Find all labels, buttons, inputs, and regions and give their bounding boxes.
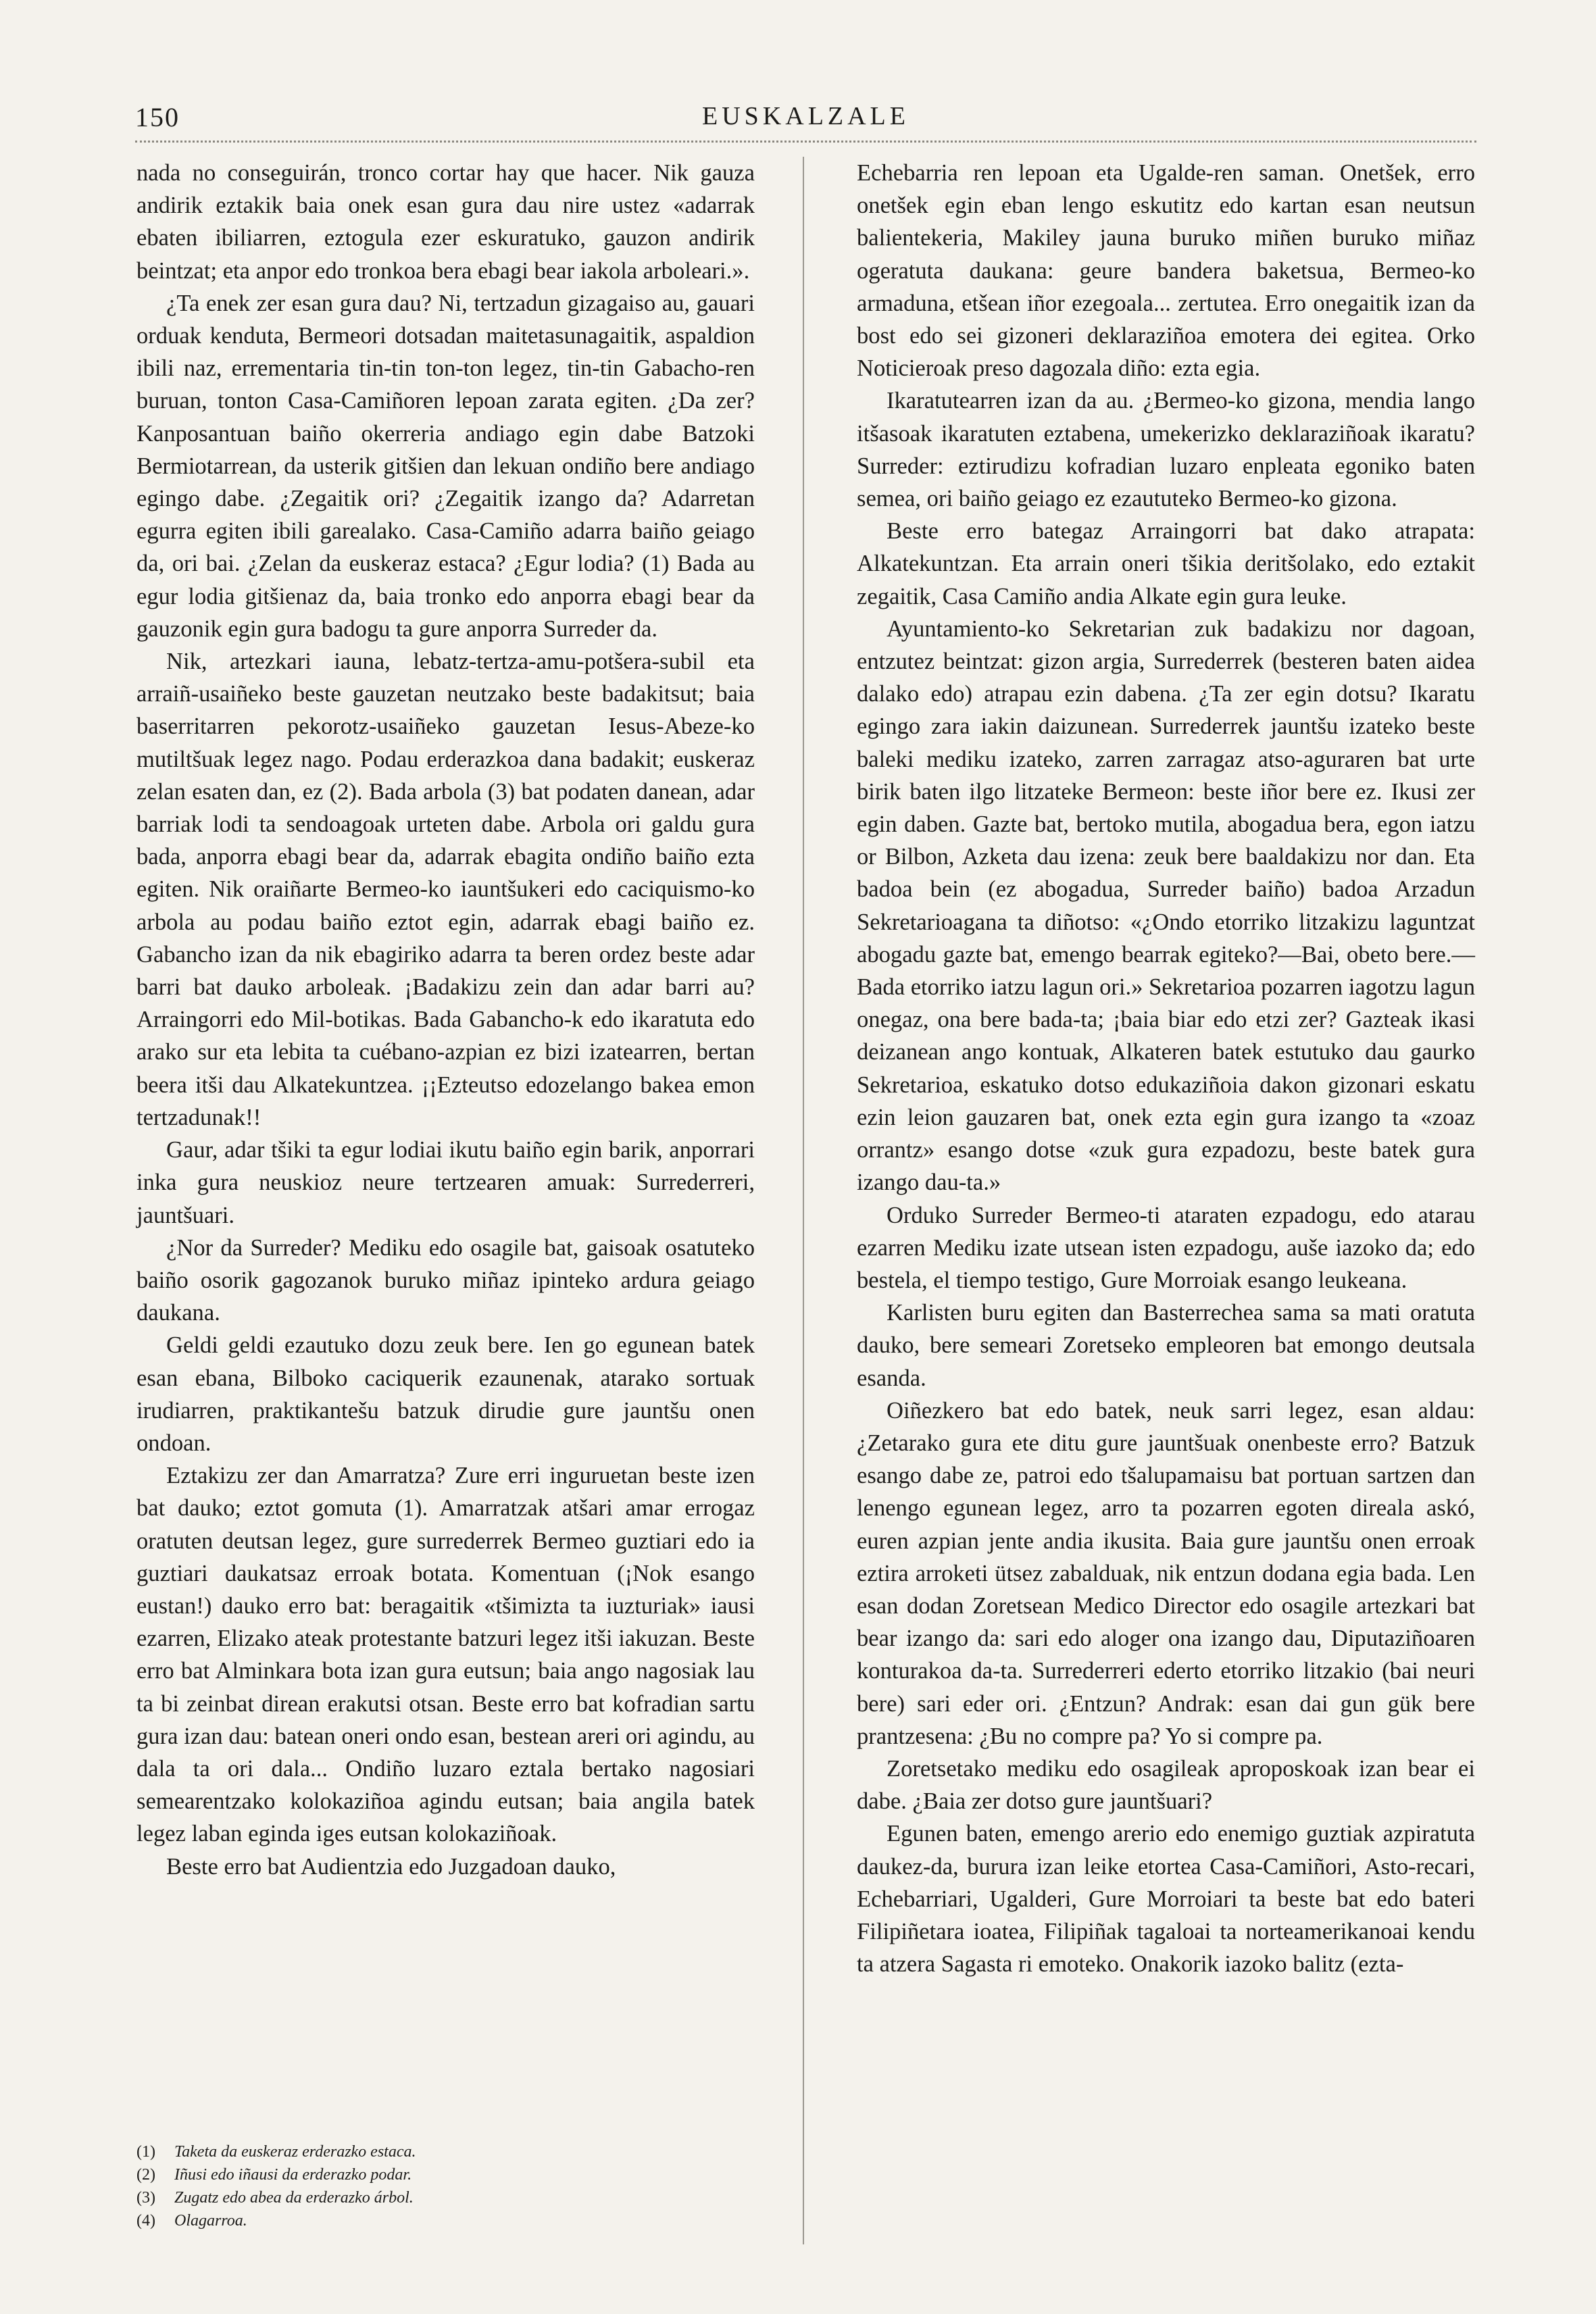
left-column xyxy=(136,157,755,1883)
footnote-text: Taketa da euskeraz erderazko estaca. xyxy=(174,2143,416,2161)
footnote xyxy=(136,2186,755,2209)
page-number: 150 xyxy=(135,102,180,132)
footnote-text: Iñusi edo iñausi da erderazko podar. xyxy=(174,2166,412,2184)
paragraph: Geldi geldi ezautuko dozu zeuk bere. Ien go egunean batek esan ebana, Bilboko caciquerik ezaunenak, atarako sortuak irudiarren, praktikantešu batzuk dirudie gure jauntšu onen ondoan. xyxy=(136,1332,755,1456)
paragraph: Zoretsetako mediku edo osagileak aproposkoak izan bear ei dabe. ¿Baia zer dotso gure jauntšuari? xyxy=(857,1755,1475,1815)
paragraph: Beste erro bategaz Arraingorri bat dako atrapata: Alkatekuntzan. Eta arrain oneri tšikia deritšolako, edo eztakit zegaitik, Casa Camiño andia Alkate egin gura leuke. xyxy=(857,518,1475,609)
paragraph: nada no conseguirán, tronco cortar hay que hacer. Nik gauza andirik eztakik baia onek esan gura dau nire ustez «adarrak ebaten ibiliarren, eztogula ezer eskuratuko, gauzon andirik beintzat; eta anpor edo tronkoa bera ebagi bear iakola arboleari.». xyxy=(136,160,755,284)
paragraph: ¿Nor da Surreder? Mediku edo osagile bat, gaisoak osatuteko baiño osorik gagozanok buruko miñaz ipinteko ardura geiago daukana. xyxy=(136,1234,755,1326)
right-column xyxy=(857,157,1475,1980)
paragraph: Egunen baten, emengo arerio edo enemigo guztiak azpiratuta daukez-da, burura izan leike etortea Casa-Camiñori, Asto-recari, Echebarriari, Ugalderi, Gure Morroiari ta beste bat edo bateri Filipiñetara ioatea, Filipiñak tagaloai ta norteamerikanoai kendu ta atzera Sagasta ri emoteko. Onakorik iazoko balitz (ezta- xyxy=(857,1821,1475,1978)
footnote-mark: (2) xyxy=(136,2166,155,2184)
column-divider xyxy=(803,157,804,2244)
paragraph: Karlisten buru egiten dan Basterrechea sama sa mati oratuta dauko, bere semeari Zoretseko empleoren bat emongo deutsala esanda. xyxy=(857,1300,1475,1391)
footnote-mark: (4) xyxy=(136,2212,155,2230)
paragraph: Ayuntamiento-ko Sekretarian zuk badakizu nor dagoan, entzutez beintzat: gizon argia, Surrederrek (besteren baten aidea dalako edo) atrapau ezin dabena. ¿Ta zer egin dotsu? Ikaratu egingo zara iakin daizunean. Surrederrek jauntšu izateko beste baleki mediku izateko, zarren zarragaz atso-aguraren bat urte birik baten ilgo litzateke Bermeon: beste iñor bere ez. Ikusi zer egin daben. Gazte bat, bertoko mutila, abogadua bera, egon iatzu or Bilbon, Azketa dau izena: zeuk bere baaldakizu nor dan. Eta badoa bein (ez abogadua, Surreder baiño) badoa Arzadun Sekretarioagana ta diñotso: «¿Ondo etorriko litzakizu laguntzat abogadu gazte bat, emengo bearrak egiteko?—Bai, obeto bere.—Bada etorriko iatzu lagun ori.» Sekretarioa pozarren iagotzu lagun onegaz, ona bere bada-ta; ¡baia biar edo etzi zer? Gazteak ikasi deizanean ango kontuak, Alkateren batek estutuko dau gaurko Sekretarioa, eskatuko dotso edukaziñoia dakon gizonari eskatu ezin leion gauzaren bat, onek ezta egin gura izango ta «zoaz orrantz» esango dotse «zuk gura ezpadozu, beste batek gura izango dau-ta.» xyxy=(857,615,1476,1196)
paragraph: ¿Ta enek zer esan gura dau? Ni, tertzadun gizagaiso au, gauari orduak kenduta, Bermeori dotsadan maitetasunagaitik, aspaldion ibili naz, errementaria tin-tin ton-ton legez, tin-tin Gabacho-ren buruan, tonton Casa-Camiñoren lepoan zarata egiten. ¿Da zer? Kanposantuan baiño okerreria andiago egin dabe Batzoki Bermiotarrean, da usterik gitšien dan lekuan ondiño bere andiago egingo dabe. ¿Zegaitik ori? ¿Zegaitik izango da? Adarretan egurra egiten ibili garealako. Casa-Camiño adarra baiño geiago da, ori bai. ¿Zelan da euskeraz estaca? ¿Egur lodia? (1) Bada au egur lodia gitšienaz da, baia tronko edo anporra ebagi bear da gauzonik egin gura badogu ta gure anporra Surreder da. xyxy=(136,290,755,642)
footnote xyxy=(136,2209,755,2232)
paragraph: Echebarria ren lepoan eta Ugalde-ren saman. Onetšek, erro onetšek egin eban lengo eskutitz edo kartan esan neutsun balientekeria, Makiley jauna buruko miñen buruko miñaz ogeratuta daukana: geure bandera baketsua, Bermeo-ko armaduna, etšean iñor ezegoala... zertutea. Erro onegaitik izan da bost edo sei gizoneri deklaraziñoa emotera dei egitea. Orko Noticieroak preso dagozala diño: ezta egia. xyxy=(857,160,1475,382)
paragraph: Gaur, adar tšiki ta egur lodiai ikutu baiño egin barik, anporrari inka gura neuskioz neure tertzearen amuak: Surrederreri, jauntšuari. xyxy=(136,1137,755,1228)
footnotes xyxy=(136,2140,755,2232)
paragraph: Oiñezkero bat edo batek, neuk sarri legez, esan aldau: ¿Zetarako gura ete ditu gure jauntšuak onenbeste erro? Batzuk esango dabe ze, patroi edo tšalupamaisu bat portuan sartzen dan lenengo egunean legez, arro ta pozarren egoten direala askó, euren azpian jente andia ikusita. Baia gure jauntšu onen erroak eztira arroketi ütsez zabalduak, nik entzun dodana egia bada. Len esan dodan Zoretsean Medico Director edo osagile artezkari bat bear izango da: sari edo aloger ona izango dau, Diputaziñoaren konturakoa da-ta. Surrederreri ederto etorriko litzakio (bai neuri bere) sari eder ori. ¿Entzun? Andrak: esan dai gun gük bere prantzesena: ¿Bu no compre pa? Yo si compre pa. xyxy=(857,1397,1475,1749)
header-rule xyxy=(135,141,1476,143)
journal-title: EUSKALZALE xyxy=(702,102,909,130)
footnote-text: Olagarroa. xyxy=(174,2212,247,2230)
footnote xyxy=(136,2163,755,2186)
footnote-mark: (1) xyxy=(136,2143,155,2161)
paragraph: Eztakizu zer dan Amarratza? Zure erri inguruetan beste izen bat dauko; eztot gomuta (1). Amarratzak atšari amar errogaz oratuten deutsan legez, gure surrederrek Bermeo guztiari edo ia guztiari daukatsaz erroak botata. Komentuan (¡Nok esango eustan!) dauko erro bat: beragaitik «tšimizta ta iuzturiak» iausi ezarren, Elizako ateak protestante batzuri legez itši iakuzan. Beste erro bat Alminkara bota izan gura eutsun; baia ango nagosiak lau ta bi zeinbat direan erakutsi otsan. Beste erro bat kofradian sartu gura izan dau: batean oneri ondo esan, bestean areri ori agindu, au dala ta ori dala... Ondiño luzaro eztala bertako nagosiari semearentzako kolokaziñoa agindu eutsan; baia angila batek legez laban eginda iges eutsan kolokaziñoak. xyxy=(136,1463,755,1847)
footnote-mark: (3) xyxy=(136,2189,155,2207)
paragraph: Beste erro bat Audientzia edo Juzgadoan dauko, xyxy=(166,1853,616,1880)
footnote-text: Zugatz edo abea da erderazko árbol. xyxy=(174,2189,414,2207)
paragraph: Orduko Surreder Bermeo-ti ataraten ezpadogu, edo atarau ezarren Mediku izate utsean isten ezpadogu, auše iazoko da; edo bestela, el tiempo testigo, Gure Morroiak esango leukeana. xyxy=(857,1202,1475,1293)
paragraph: Ikaratutearren izan da au. ¿Bermeo-ko gizona, mendia lango itšasoak ikaratuten eztabena, umekerizko deklaraziñoak ikaratu? Surreder: eztirudizu kofradian luzaro enpleata egoniko baten semea, ori baiño geiago ez ezaututeko Bermeo-ko gizona. xyxy=(857,388,1475,512)
paragraph: Nik, artezkari iauna, lebatz-tertza-amu-potšera-subil eta arraiñ-usaiñeko beste gauzetan neutzako beste badakitsut; baia baserritarren pekorotz-usaiñeko gauzetan Iesus-Abeze-ko mutiltšuak legez nago. Podau erderazkoa dana badakit; euskeraz zelan esaten dan, ez (2). Bada arbola (3) bat podaten danean, adar barriak lodi ta sendoagoak urteten dabe. Arbola ori galdu gura bada, anporra ebagi bear da, adarrak ebagita ondiño baiño ezta egiten. Nik oraiñarte Bermeo-ko iauntšukeri edo caciquismo-ko arbola au podau baiño eztot egin, adarrak ebagi baiño ez. Gabancho izan da nik ebagiriko adarra ta beren ordez beste adar barri bat dauko arboleak. ¡Badakizu zein dan adar barri au? Arraingorri edo Mil-botikas. Bada Gabancho-k edo ikaratuta edo arako sur eta lebita ta cuébano-azpian ez bizi izatearren, bertan beera itši dau Alkatekuntzea. ¡¡Ezteutso edozelango bakea emon tertzadunak!! xyxy=(136,649,755,1130)
footnote xyxy=(136,2140,755,2163)
